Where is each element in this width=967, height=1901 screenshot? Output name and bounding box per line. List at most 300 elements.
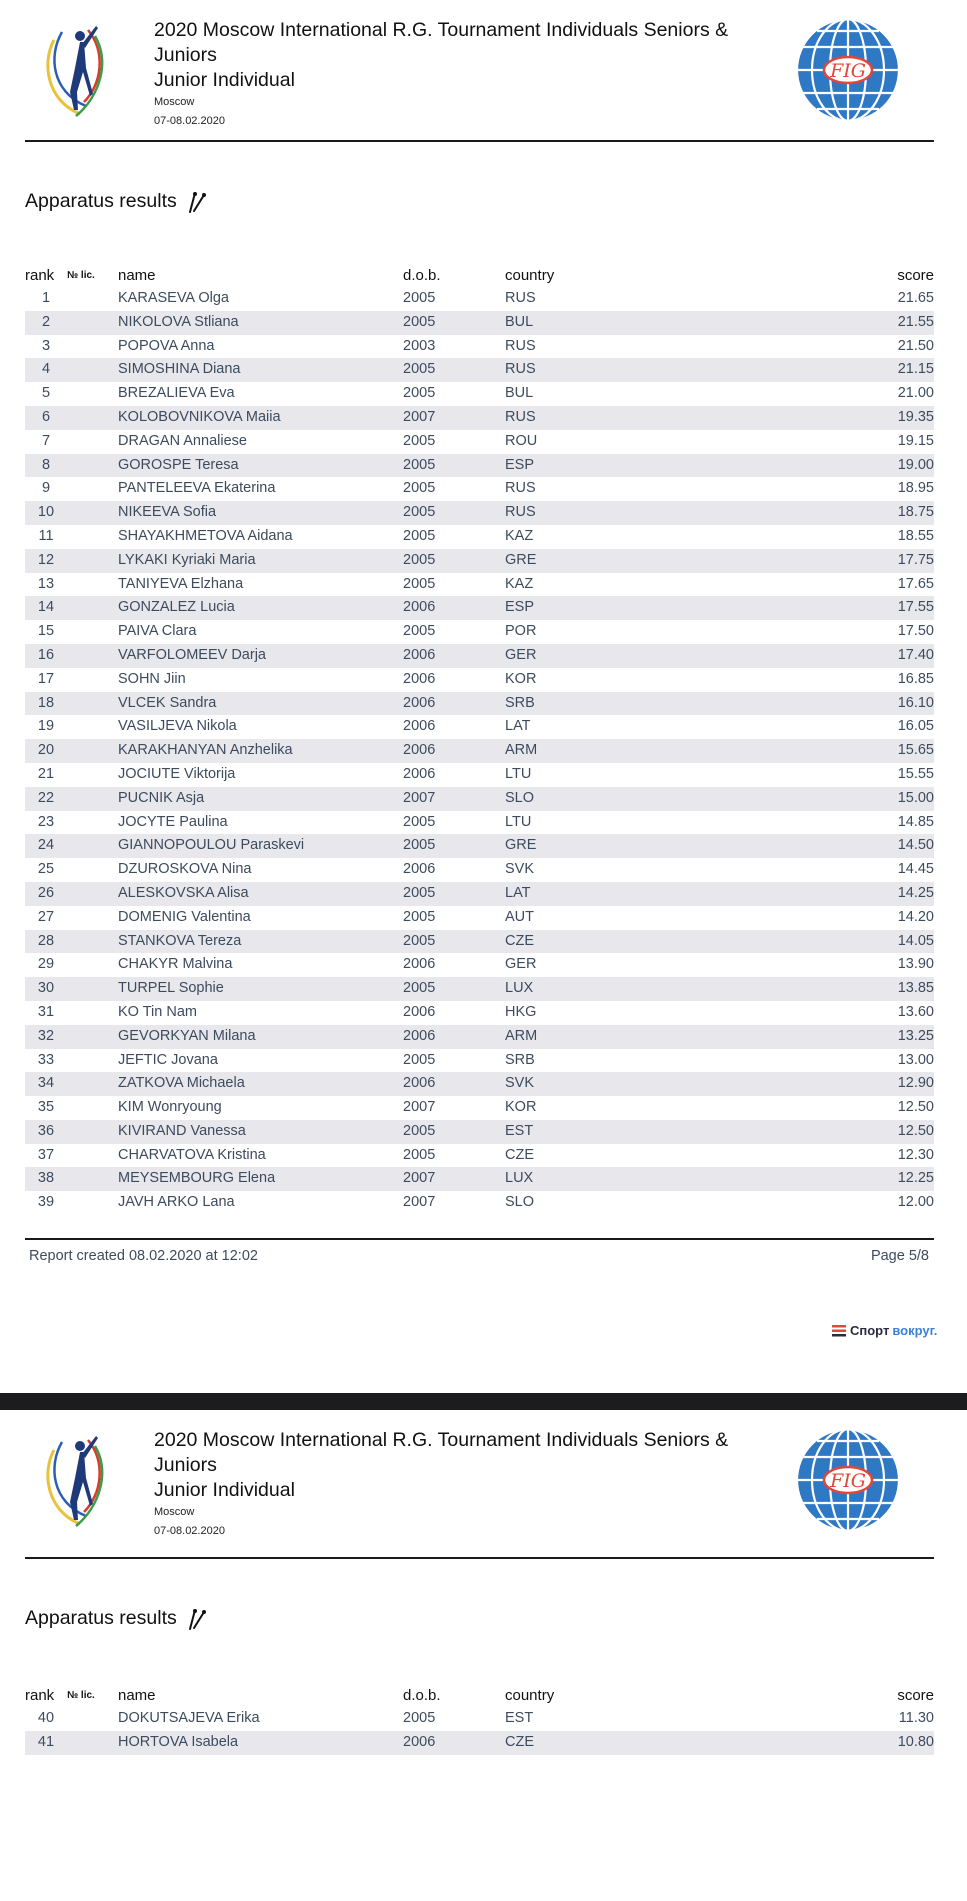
name-cell: PUCNIK Asja (118, 787, 403, 811)
name-cell: KARAKHANYAN Anzhelika (118, 739, 403, 763)
dob-cell: 2007 (403, 1167, 505, 1191)
rank-cell: 9 (41, 480, 51, 497)
dob-cell: 2005 (403, 1051, 436, 1068)
name-cell: MEYSEMBOURG Elena (118, 1167, 403, 1191)
license-cell (67, 620, 118, 644)
score-cell: 12.30 (897, 1146, 934, 1163)
name-cell: ALESKOVSKA Alisa (118, 882, 403, 906)
rank-cell: 36 (25, 1120, 67, 1144)
country-cell: KOR (505, 670, 537, 687)
license-cell (67, 787, 118, 811)
name-cell: JOCIUTE Viktorija (118, 765, 236, 782)
table-header-row (25, 1684, 934, 1707)
name-cell: TURPEL Sophie (118, 977, 403, 1001)
city-label: Moscow (154, 96, 195, 108)
header-country: country (505, 267, 555, 284)
dob-cell: 2007 (403, 787, 505, 811)
header-rank: rank (25, 1687, 55, 1704)
license-cell (67, 977, 118, 1001)
report-created-label: Report created 08.02.2020 at 12:02 (29, 1248, 258, 1264)
table-row (25, 525, 934, 549)
country-cell: CZE (505, 1731, 705, 1755)
dob-cell: 2005 (403, 930, 505, 954)
country-cell: GER (505, 956, 537, 973)
name-cell: HORTOVA Isabela (118, 1731, 403, 1755)
dob-cell: 2006 (403, 1731, 505, 1755)
rank-cell: 20 (25, 739, 67, 763)
results-body (25, 287, 934, 1215)
table-row (25, 596, 934, 620)
score-cell: 16.10 (855, 692, 934, 716)
table-row (25, 1731, 934, 1755)
rank-cell: 29 (37, 956, 55, 973)
report-header (0, 1410, 967, 1550)
name-cell: GOROSPE Teresa (118, 454, 403, 478)
table-row (25, 834, 934, 858)
tournament-title: 2020 Moscow International R.G. Tournament Individuals Seniors & Juniors (154, 1429, 729, 1476)
rank-cell: 17 (37, 670, 55, 687)
dob-cell: 2005 (403, 1120, 505, 1144)
name-cell: STANKOVA Tereza (118, 930, 403, 954)
score-cell: 12.50 (897, 1099, 934, 1116)
fig-globe-logo-icon (795, 17, 901, 123)
rank-cell: 13 (37, 575, 55, 592)
license-cell (67, 668, 118, 692)
dates-label: 07-08.02.2020 (154, 115, 225, 127)
score-cell: 13.60 (897, 1003, 934, 1020)
license-cell (67, 1731, 118, 1755)
table-row (25, 335, 934, 359)
country-cell: KAZ (505, 575, 534, 592)
score-cell: 15.55 (897, 765, 934, 782)
table-row (25, 882, 934, 906)
score-cell: 14.20 (897, 908, 934, 925)
score-cell: 12.25 (855, 1167, 934, 1191)
score-cell: 18.75 (855, 501, 934, 525)
dob-cell: 2005 (403, 908, 436, 925)
table-row (25, 620, 934, 644)
license-cell (67, 763, 118, 787)
country-cell: LUX (505, 977, 705, 1001)
score-cell: 14.50 (855, 834, 934, 858)
page-number-label: Page 5/8 (870, 1248, 929, 1264)
rank-cell: 15 (37, 623, 55, 640)
table-row (25, 930, 934, 954)
name-cell: SIMOSHINA Diana (118, 358, 403, 382)
dates-label: 07-08.02.2020 (154, 1525, 225, 1537)
dob-cell: 2006 (403, 861, 436, 878)
table-row (25, 858, 934, 882)
dob-cell: 2006 (403, 596, 505, 620)
license-cell (67, 335, 118, 359)
license-cell (67, 1167, 118, 1191)
score-cell: 13.85 (855, 977, 934, 1001)
table-row (25, 906, 934, 930)
rhythmic-gymnastics-logo-icon (40, 22, 110, 122)
country-cell: HKG (505, 1003, 537, 1020)
tournament-title: 2020 Moscow International R.G. Tournament Individuals Seniors & Juniors (154, 19, 729, 66)
license-cell (67, 834, 118, 858)
score-cell: 17.40 (855, 644, 934, 668)
rank-cell: 23 (37, 813, 55, 830)
rank-cell: 4 (25, 358, 67, 382)
score-cell: 15.65 (855, 739, 934, 763)
country-cell: RUS (505, 337, 536, 354)
country-cell: GER (505, 644, 705, 668)
dob-cell: 2006 (403, 1025, 505, 1049)
rank-cell: 14 (25, 596, 67, 620)
license-cell (67, 858, 118, 882)
license-cell (67, 882, 118, 906)
table-row (25, 1001, 934, 1025)
license-cell (67, 287, 118, 311)
name-cell: KARASEVA Olga (118, 290, 229, 306)
table-row (25, 549, 934, 573)
country-cell: ROU (505, 432, 538, 449)
dob-cell: 2005 (403, 834, 505, 858)
dob-cell: 2005 (403, 575, 436, 592)
rank-cell: 18 (25, 692, 67, 716)
name-cell: GONZALEZ Lucia (118, 596, 403, 620)
country-cell: LTU (505, 813, 532, 830)
country-cell: RUS (505, 480, 536, 497)
score-cell: 21.00 (897, 385, 934, 402)
country-cell: GRE (505, 549, 705, 573)
country-cell: EST (505, 1710, 534, 1726)
license-cell (67, 406, 118, 430)
rank-cell: 8 (25, 454, 67, 478)
header-lic: № lic. (67, 270, 95, 281)
dob-cell: 2005 (403, 527, 436, 544)
dob-cell: 2006 (403, 765, 436, 782)
dob-cell: 2003 (403, 337, 436, 354)
header-country: country (505, 1687, 555, 1704)
name-cell: GIANNOPOULOU Paraskevi (118, 834, 403, 858)
table-row (25, 739, 934, 763)
category-title: Junior Individual (154, 1479, 295, 1501)
country-cell: LAT (505, 882, 705, 906)
name-cell: KO Tin Nam (118, 1003, 197, 1020)
country-cell: SLO (505, 1194, 535, 1211)
country-cell: ARM (505, 1025, 705, 1049)
score-cell: 19.35 (855, 406, 934, 430)
country-cell: SRB (505, 692, 705, 716)
header-name: name (118, 267, 156, 284)
score-cell: 12.50 (855, 1120, 934, 1144)
table-row (25, 477, 934, 501)
name-cell: VASILJEVA Nikola (118, 718, 237, 735)
name-cell: JAVH ARKO Lana (118, 1194, 235, 1211)
license-cell (67, 1072, 118, 1096)
table-row (25, 715, 934, 739)
score-cell: 17.65 (897, 575, 934, 592)
rank-cell: 31 (37, 1003, 55, 1020)
name-cell: NIKOLOVA Stliana (118, 311, 403, 335)
score-cell: 21.15 (855, 358, 934, 382)
rank-cell: 33 (37, 1051, 55, 1068)
table-row (25, 311, 934, 335)
table-row (25, 668, 934, 692)
rank-cell: 28 (25, 930, 67, 954)
fig-globe-logo-icon (795, 1427, 901, 1533)
header-rank: rank (25, 267, 55, 284)
table-row (25, 406, 934, 430)
dob-cell: 2007 (403, 1099, 436, 1116)
watermark (832, 1323, 937, 1338)
country-cell: AUT (505, 908, 534, 925)
table-row (25, 573, 934, 597)
name-cell: BREZALIEVA Eva (118, 385, 235, 402)
name-cell: JOCYTE Paulina (118, 813, 228, 830)
table-row (25, 287, 934, 311)
table-row (25, 1191, 934, 1215)
score-cell: 18.95 (897, 480, 934, 497)
name-cell: VARFOLOMEEV Darja (118, 644, 403, 668)
license-cell (67, 1096, 118, 1120)
license-cell (67, 906, 118, 930)
name-cell: POPOVA Anna (118, 337, 215, 354)
dob-cell: 2007 (403, 1194, 436, 1211)
license-cell (67, 525, 118, 549)
rank-cell: 34 (25, 1072, 67, 1096)
license-cell (67, 739, 118, 763)
license-cell (67, 501, 118, 525)
country-cell: KAZ (505, 527, 534, 544)
table-row (25, 1072, 934, 1096)
table-row (25, 977, 934, 1001)
license-cell (67, 382, 118, 406)
watermark-text-vokrug: вокруг. (892, 1323, 938, 1338)
country-cell: RUS (505, 358, 705, 382)
score-cell: 15.00 (855, 787, 934, 811)
header-rule (25, 140, 934, 142)
category-title: Junior Individual (154, 69, 295, 91)
header-lic: № lic. (67, 1690, 95, 1701)
license-cell (67, 358, 118, 382)
license-cell (67, 1144, 118, 1168)
name-cell: DZUROSKOVA Nina (118, 861, 252, 878)
country-cell: RUS (505, 290, 536, 306)
score-cell: 17.55 (855, 596, 934, 620)
header-name: name (118, 1687, 156, 1704)
table-row (25, 382, 934, 406)
name-cell: KOLOBOVNIKOVA Maiia (118, 406, 403, 430)
score-cell: 14.25 (855, 882, 934, 906)
license-cell (67, 430, 118, 454)
name-cell: CHARVATOVA Kristina (118, 1146, 266, 1163)
header-dob: d.o.b. (403, 267, 441, 284)
rank-cell: 41 (25, 1731, 67, 1755)
name-cell: CHAKYR Malvina (118, 956, 233, 973)
table-row (25, 501, 934, 525)
rank-cell: 40 (37, 1710, 55, 1726)
rank-cell: 19 (37, 718, 55, 735)
country-cell: LTU (505, 765, 532, 782)
rank-cell: 24 (25, 834, 67, 858)
name-cell: SHAYAKHMETOVA Aidana (118, 527, 293, 544)
dob-cell: 2005 (403, 549, 505, 573)
score-cell: 16.05 (897, 718, 934, 735)
score-cell: 13.00 (897, 1051, 934, 1068)
fig-logo-text: FIG (830, 1470, 866, 1492)
license-cell (67, 549, 118, 573)
score-cell: 11.30 (898, 1710, 934, 1726)
license-cell (67, 715, 118, 739)
country-cell: SVK (505, 1072, 705, 1096)
dob-cell: 2005 (403, 290, 436, 306)
score-cell: 17.75 (855, 549, 934, 573)
license-cell (67, 811, 118, 835)
dob-cell: 2006 (403, 956, 436, 973)
footer-rule (25, 1238, 934, 1240)
score-cell: 18.55 (897, 527, 934, 544)
country-cell: SRB (505, 1051, 535, 1068)
dob-cell: 2005 (403, 358, 505, 382)
score-cell: 12.90 (855, 1072, 934, 1096)
license-cell (67, 692, 118, 716)
dob-cell: 2005 (403, 454, 505, 478)
name-cell: DOKUTSAJEVA Erika (118, 1710, 260, 1726)
name-cell: LYKAKI Kyriaki Maria (118, 549, 403, 573)
section-title (25, 1607, 207, 1630)
country-cell: SLO (505, 787, 705, 811)
rank-cell: 22 (25, 787, 67, 811)
rank-cell: 12 (25, 549, 67, 573)
city-label: Moscow (154, 1506, 195, 1518)
license-cell (67, 1049, 118, 1073)
dob-cell: 2005 (403, 882, 505, 906)
results-table (25, 264, 934, 1215)
dob-cell: 2006 (403, 692, 505, 716)
score-cell: 19.15 (897, 432, 934, 449)
score-cell: 14.85 (897, 813, 934, 830)
rank-cell: 25 (37, 861, 55, 878)
country-cell: KOR (505, 1099, 537, 1116)
watermark-text-sport: Спорт (850, 1323, 890, 1338)
rank-cell: 38 (25, 1167, 67, 1191)
stripes-icon (832, 1325, 846, 1337)
rank-cell: 39 (37, 1194, 55, 1211)
country-cell: RUS (505, 501, 705, 525)
name-cell: GEVORKYAN Milana (118, 1025, 403, 1049)
rank-cell: 7 (41, 432, 51, 449)
name-cell: DOMENIG Valentina (118, 908, 251, 925)
table-row (25, 430, 934, 454)
name-cell: VLCEK Sandra (118, 692, 403, 716)
section-title-text: Apparatus results (25, 190, 177, 212)
dob-cell: 2006 (403, 644, 505, 668)
score-cell: 19.00 (855, 454, 934, 478)
table-row (25, 1707, 934, 1731)
country-cell: GRE (505, 834, 705, 858)
name-cell: SOHN Jiin (118, 670, 186, 687)
header-score: score (897, 1687, 934, 1704)
country-cell: BUL (505, 311, 705, 335)
rank-cell: 2 (25, 311, 67, 335)
dob-cell: 2006 (403, 739, 505, 763)
score-cell: 21.55 (855, 311, 934, 335)
license-cell (67, 644, 118, 668)
rank-cell: 16 (25, 644, 67, 668)
rank-cell: 27 (37, 908, 55, 925)
license-cell (67, 1191, 118, 1215)
name-cell: KIM Wonryoung (118, 1099, 222, 1116)
results-body (25, 1707, 934, 1755)
country-cell: ESP (505, 596, 705, 620)
table-row (25, 644, 934, 668)
license-cell (67, 953, 118, 977)
rank-cell: 1 (41, 290, 51, 306)
dob-cell: 2005 (403, 977, 505, 1001)
header-rule (25, 1557, 934, 1559)
country-cell: ARM (505, 739, 705, 763)
license-cell (67, 1001, 118, 1025)
dob-cell: 2005 (403, 311, 505, 335)
name-cell: DRAGAN Annaliese (118, 432, 247, 449)
table-row (25, 763, 934, 787)
score-cell: 14.45 (897, 861, 934, 878)
table-row (25, 1096, 934, 1120)
rank-cell: 6 (25, 406, 67, 430)
country-cell: SVK (505, 861, 535, 878)
section-title (25, 190, 207, 213)
dob-cell: 2006 (403, 1003, 436, 1020)
table-row (25, 692, 934, 716)
table-row (25, 787, 934, 811)
table-row (25, 454, 934, 478)
license-cell (67, 1707, 118, 1731)
score-cell: 13.90 (897, 956, 934, 973)
score-cell: 12.00 (897, 1194, 934, 1211)
score-cell: 17.50 (897, 623, 934, 640)
name-cell: NIKEEVA Sofia (118, 501, 403, 525)
name-cell: TANIYEVA Elzhana (118, 575, 244, 592)
page-separator (0, 1393, 967, 1410)
dob-cell: 2005 (403, 432, 436, 449)
country-cell: RUS (505, 406, 705, 430)
name-cell: ZATKOVA Michaela (118, 1072, 403, 1096)
name-cell: PAIVA Clara (118, 623, 197, 640)
dob-cell: 2005 (403, 1710, 436, 1726)
license-cell (67, 573, 118, 597)
score-cell: 16.85 (897, 670, 934, 687)
header-score: score (897, 267, 934, 284)
country-cell: CZE (505, 1146, 534, 1163)
dob-cell: 2006 (403, 718, 436, 735)
table-row (25, 1025, 934, 1049)
table-row (25, 1120, 934, 1144)
dob-cell: 2005 (403, 385, 436, 402)
rank-cell: 32 (25, 1025, 67, 1049)
rank-cell: 3 (41, 337, 51, 354)
score-cell: 21.65 (897, 290, 934, 306)
rank-cell: 37 (37, 1146, 55, 1163)
score-cell: 14.05 (855, 930, 934, 954)
country-cell: BUL (505, 385, 534, 402)
clubs-icon (187, 191, 207, 213)
rank-cell: 11 (38, 527, 54, 544)
rank-cell: 21 (37, 765, 55, 782)
results-table (25, 1684, 934, 1755)
dob-cell: 2006 (403, 1072, 505, 1096)
license-cell (67, 930, 118, 954)
report-page-6 (0, 1410, 967, 1901)
header-dob: d.o.b. (403, 1687, 441, 1704)
rank-cell: 35 (37, 1099, 55, 1116)
table-row (25, 953, 934, 977)
dob-cell: 2005 (403, 480, 436, 497)
license-cell (67, 596, 118, 620)
